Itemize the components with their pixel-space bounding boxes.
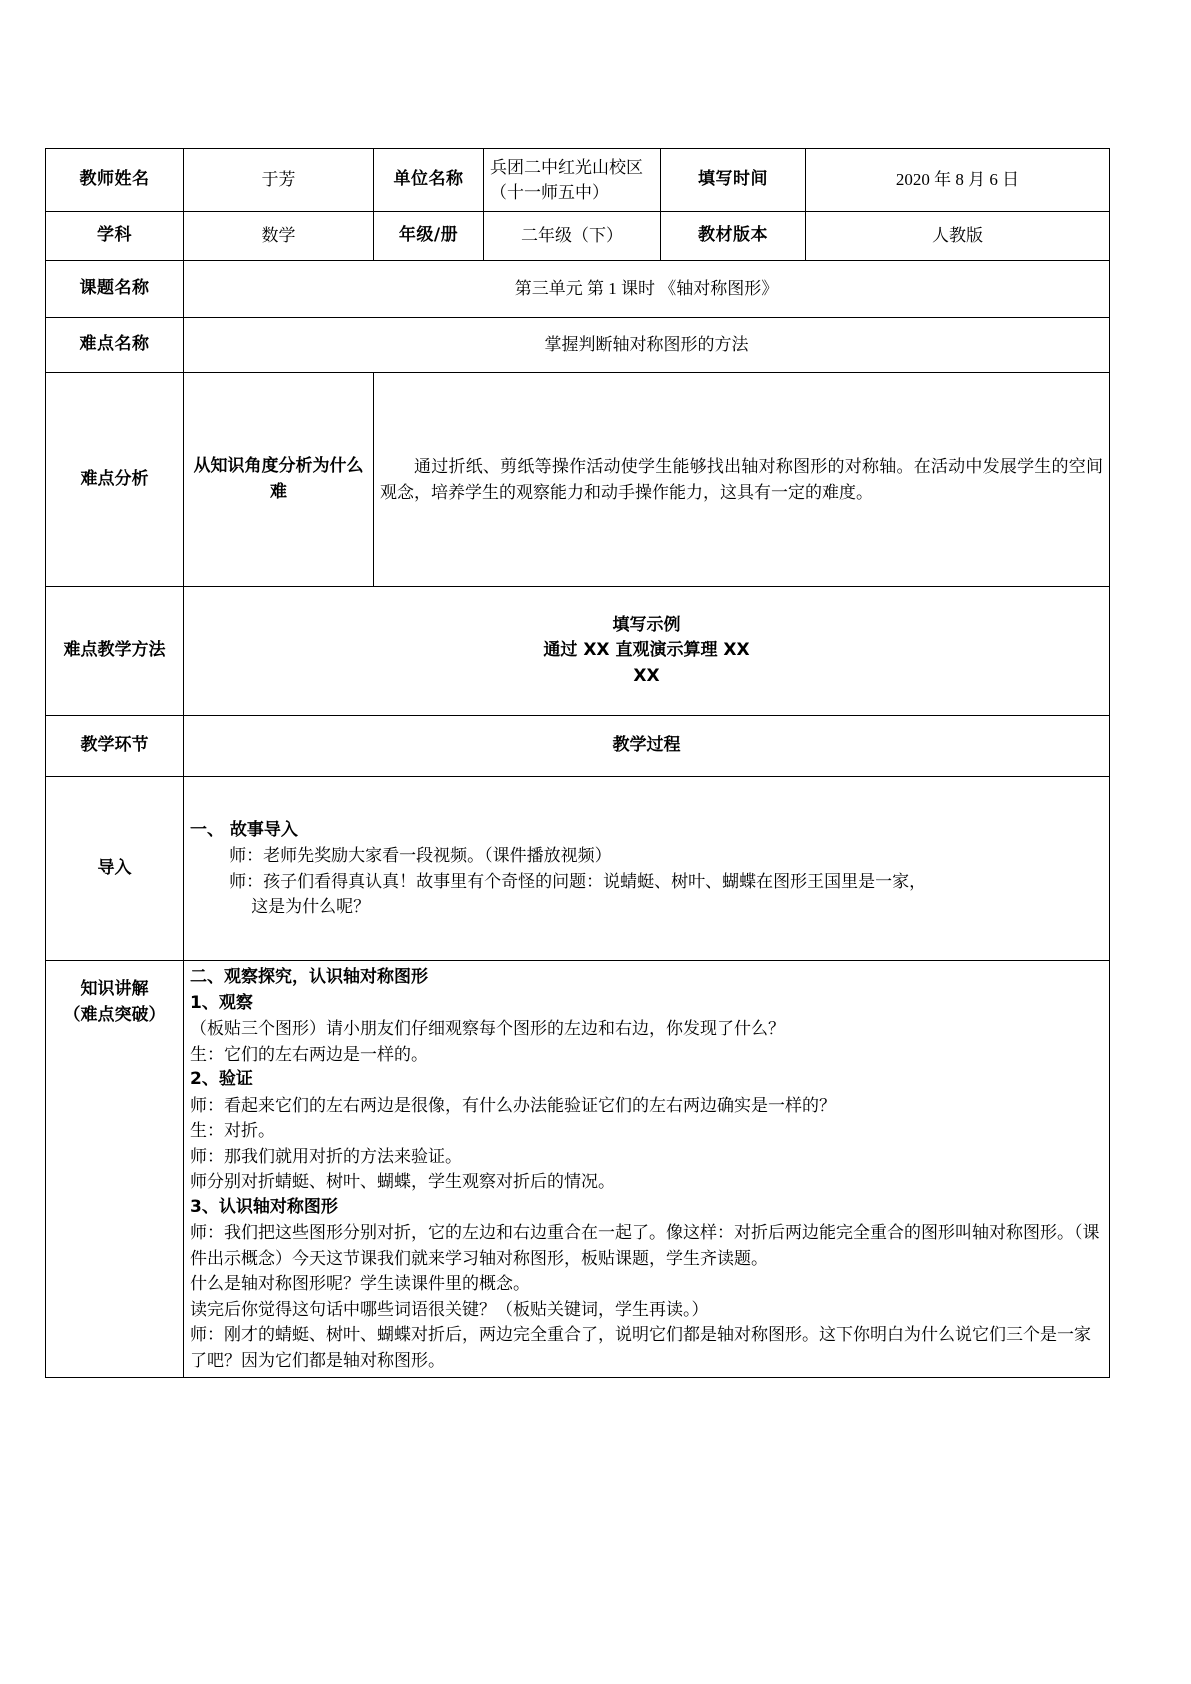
- method-line-3: XX: [633, 665, 660, 686]
- value-teaching-method: [184, 587, 1110, 716]
- explain-heading: 二、观察探究，认识轴对称图形: [190, 967, 428, 987]
- table-row-introduction: [46, 777, 1110, 961]
- label-topic-name: 课题名称: [46, 261, 184, 318]
- intro-line-1: 师：老师先奖励大家看一段视频。（课件播放视频）: [229, 846, 612, 865]
- label-knowledge-explanation-line-1: 知识讲解: [80, 979, 149, 999]
- method-line-2: 通过 XX 直观演示算理 XX: [543, 640, 750, 661]
- explain-p-6: 师分别对折蜻蜓、树叶、蝴蝶，学生观察对折后的情况。: [190, 1172, 615, 1191]
- explain-p-7: 师：我们把这些图形分别对折，它的左边和右边重合在一起了。像这样：对折后两边能完全重合的图形叫轴对称图形。（课件出示概念）今天这节课我们就来学习轴对称图形，板贴课题，学生齐读题。: [190, 1223, 1100, 1268]
- explain-p-8: 什么是轴对称图形呢？学生读课件里的概念。: [190, 1274, 530, 1293]
- table-row-difficulty: [46, 318, 1110, 373]
- label-teaching-process: 教学过程: [184, 716, 1110, 777]
- label-difficulty-name: 难点名称: [46, 318, 184, 373]
- method-line-1: 填写示例: [612, 614, 681, 635]
- table-row-method: [46, 587, 1110, 716]
- value-teacher-name: 于芳: [184, 149, 374, 212]
- explain-p-4: 生：对折。: [190, 1121, 275, 1140]
- intro-line-2: 师：孩子们看得真认真！故事里有个奇怪的问题：说蜻蜓、树叶、蝴蝶在图形王国里是一家，: [229, 871, 927, 891]
- value-grade: 二年级（下）: [484, 212, 661, 261]
- explain-p-9: 读完后你觉得这句话中哪些词语很关键？（板贴关键词，学生再读。）: [190, 1299, 709, 1319]
- value-difficulty-name: 掌握判断轴对称图形的方法: [184, 318, 1110, 373]
- label-knowledge-angle: 从知识角度分析为什么难: [184, 373, 374, 587]
- label-grade: 年级/册: [374, 212, 484, 261]
- label-difficulty-analysis: 难点分析: [46, 373, 184, 587]
- label-subject: 学科: [46, 212, 184, 261]
- value-topic-name: 第三单元 第 1 课时 《轴对称图形》: [184, 261, 1110, 318]
- label-unit-name: 单位名称: [374, 149, 484, 212]
- label-textbook-version: 教材版本: [661, 212, 806, 261]
- label-knowledge-explanation: [46, 961, 184, 1378]
- value-fill-date: 2020 年 8 月 6 日: [806, 149, 1110, 212]
- value-difficulty-analysis: 通过折纸、剪纸等操作活动使学生能够找出轴对称图形的对称轴。在活动中发展学生的空间观念，培养学生的观察能力和动手操作能力，这具有一定的难度。: [374, 373, 1110, 587]
- explain-p-2: 生：它们的左右两边是一样的。: [190, 1044, 428, 1064]
- label-teacher-name: 教师姓名: [46, 149, 184, 212]
- value-subject: 数学: [184, 212, 374, 261]
- table-row-analysis: [46, 373, 1110, 587]
- label-teaching-stage: 教学环节: [46, 716, 184, 777]
- label-fill-date: 填写时间: [661, 149, 806, 212]
- table-row-stage-header: [46, 716, 1110, 777]
- intro-heading: 一、 故事导入: [190, 819, 298, 840]
- explain-sub-1: 1、观察: [190, 992, 253, 1013]
- explain-sub-2: 2、验证: [190, 1069, 253, 1089]
- content-introduction: [184, 777, 1110, 961]
- explain-p-3: 师：看起来它们的左右两边是很像，有什么办法能验证它们的左右两边确实是一样的？: [190, 1095, 836, 1115]
- value-unit-name: 兵团二中红光山校区（十一师五中）: [484, 149, 661, 212]
- explain-p-10: 师：刚才的蜻蜓、树叶、蝴蝶对折后，两边完全重合了，说明它们都是轴对称图形。这下你明白为什么说它们三个是一家了吧？因为它们都是轴对称图形。: [190, 1325, 1091, 1370]
- lesson-plan-table: [45, 148, 1110, 1378]
- table-row-knowledge-explanation: [46, 961, 1110, 1378]
- label-teaching-method: 难点教学方法: [46, 587, 184, 716]
- table-row-teacher: [46, 149, 1110, 212]
- value-textbook-version: 人教版: [806, 212, 1110, 261]
- table-row-subject: [46, 212, 1110, 261]
- label-knowledge-explanation-line-2: （难点突破）: [63, 1004, 166, 1025]
- explain-p-1: （板贴三个图形）请小朋友们仔细观察每个图形的左边和右边，你发现了什么？: [190, 1019, 785, 1038]
- content-knowledge-explanation: [184, 961, 1110, 1378]
- explain-p-5: 师：那我们就用对折的方法来验证。: [190, 1146, 462, 1166]
- intro-line-3: 这是为什么呢？: [251, 897, 371, 916]
- label-introduction: 导入: [46, 777, 184, 961]
- table-row-topic: [46, 261, 1110, 318]
- explain-sub-3: 3、认识轴对称图形: [190, 1196, 338, 1217]
